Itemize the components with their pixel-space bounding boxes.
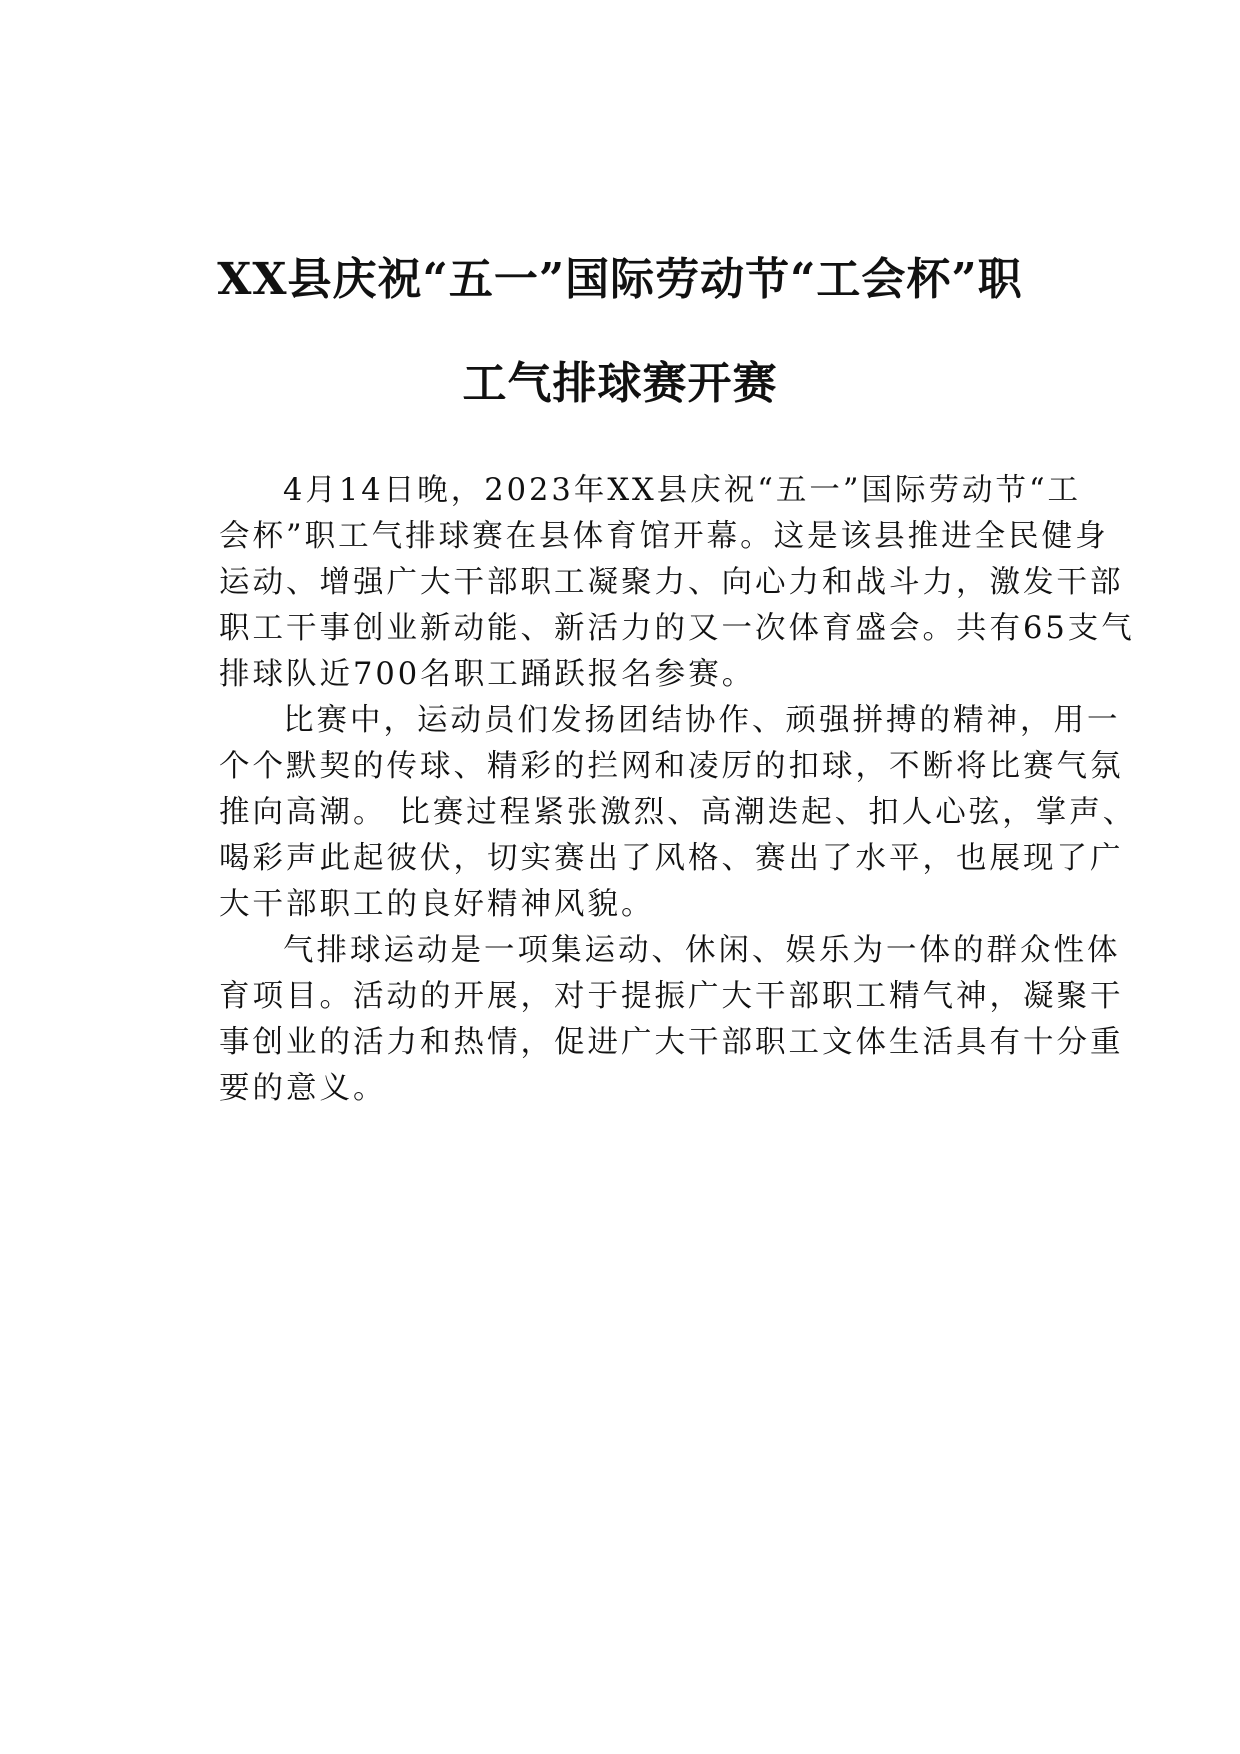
- paragraph-line: 职工干事创业新动能、新活力的又一次体育盛会。共有65支气: [219, 611, 1135, 646]
- paragraph-line: 要的意义。: [219, 1071, 387, 1106]
- paragraph-line: 排球队近700名职工踊跃报名参赛。: [219, 657, 756, 692]
- document-title: [150, 228, 1090, 436]
- paragraph-3: [158, 928, 1124, 1112]
- paragraph-line: 比赛中，运动员们发扬团结协作、顽强拼搏的精神，用一: [283, 703, 1121, 738]
- paragraph-line: 个个默契的传球、精彩的拦网和凌厉的扣球，不断将比赛气氛: [219, 749, 1124, 784]
- paragraph-line: 育项目。活动的开展，对于提振广大干部职工精气神，凝聚干: [219, 979, 1124, 1014]
- paragraph-line: 推向高潮。 比赛过程紧张激烈、高潮迭起、扣人心弦，掌声、: [219, 795, 1137, 830]
- title-line-1: XX县庆祝“五一”国际劳动节“工会杯”职: [217, 254, 1023, 305]
- title-line-2: 工气排球赛开赛: [462, 358, 778, 409]
- paragraph-line: 会杯”职工气排球赛在县体育馆开幕。这是该县推进全民健身: [219, 519, 1109, 554]
- document-body: [158, 468, 1137, 1112]
- paragraph-line: 事创业的活力和热情，促进广大干部职工文体生活具有十分重: [219, 1025, 1124, 1060]
- paragraph-line: 运动、增强广大干部职工凝聚力、向心力和战斗力，激发干部: [219, 565, 1124, 600]
- paragraph-line: 气排球运动是一项集运动、休闲、娱乐为一体的群众性体: [283, 933, 1121, 968]
- paragraph-line: 喝彩声此起彼伏，切实赛出了风格、赛出了水平，也展现了广: [219, 841, 1124, 876]
- paragraph-line: 4月14日晚，2023年XX县庆祝“五一”国际劳动节“工: [283, 473, 1082, 508]
- paragraph-1: [158, 468, 1135, 698]
- paragraph-line: 大干部职工的良好精神风貌。: [219, 887, 655, 922]
- paragraph-2: [158, 698, 1137, 928]
